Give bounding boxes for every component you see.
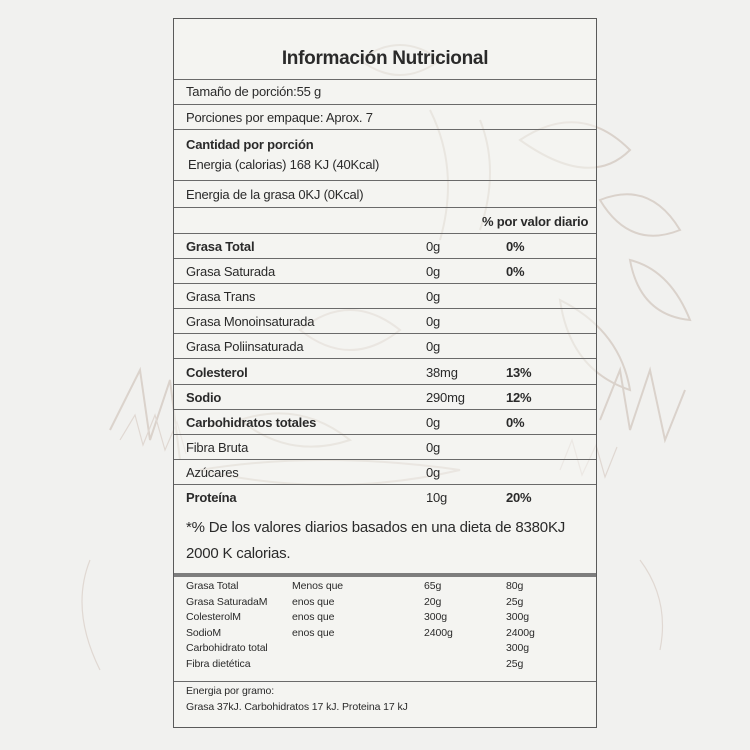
footnote	[174, 509, 596, 573]
reference-qualifier: Menos que	[292, 580, 344, 592]
nutrient-name: Grasa Poliinsaturada	[186, 339, 304, 355]
nutrient-row	[174, 485, 596, 510]
amount-per-serving: Cantidad por porción	[186, 137, 314, 152]
nutrient-amount: 0g	[426, 314, 441, 330]
reference-2500-value: 2400g	[506, 626, 535, 639]
reference-row	[174, 579, 596, 595]
nutrient-row	[174, 435, 596, 460]
nutrient-daily-value: 0%	[506, 239, 525, 254]
nutrient-daily-value: 13%	[506, 364, 532, 380]
nutrient-row	[174, 259, 596, 284]
dv-header-row	[174, 208, 596, 234]
nutrient-amount: 0g	[426, 289, 441, 305]
nutrient-row	[174, 234, 596, 259]
reference-row	[174, 595, 596, 611]
reference-2000-value: 20g	[424, 595, 442, 608]
nutrient-amount: 0g	[426, 339, 441, 355]
section-divider	[174, 573, 596, 577]
label-title: Información Nutricional	[174, 19, 596, 80]
nutrient-name: Grasa Trans	[186, 289, 256, 305]
serving-size: Tamaño de porción:55 g	[186, 84, 322, 99]
nutrient-name: Azúcares	[186, 464, 239, 480]
nutrient-name: Fibra Bruta	[186, 439, 249, 455]
nutrient-row	[174, 360, 596, 385]
reference-2500-value: 80g	[506, 580, 524, 592]
nutrient-amount: 0g	[426, 239, 441, 254]
nutrient-name: Grasa Monoinsaturada	[186, 314, 315, 330]
serving-size-row	[174, 80, 596, 105]
nutrient-row	[174, 334, 596, 359]
nutrient-name: Carbohidratos totales	[186, 414, 317, 430]
servings-per-package: Porciones por empaque: Aprox. 7	[186, 110, 373, 125]
reference-2500-value: 25g	[506, 595, 524, 608]
energy-value: Energia (calorias) 168 KJ (40Kcal)	[188, 157, 380, 172]
nutrient-row	[174, 460, 596, 485]
servings-per-package-row	[174, 105, 596, 130]
amount-per-serving-row	[174, 130, 596, 181]
nutrient-name: Sodio	[186, 389, 222, 405]
nutrient-name: Colesterol	[186, 364, 248, 380]
reference-row	[174, 610, 596, 626]
reference-qualifier: enos que	[292, 595, 335, 608]
reference-2000-value: 300g	[424, 611, 447, 623]
nutrient-amount: 0g	[426, 439, 441, 455]
nutrient-amount: 0g	[426, 264, 441, 280]
reference-qualifier: enos que	[292, 626, 335, 639]
nutrient-daily-value: 0%	[506, 264, 525, 280]
energy-per-gram-values: Grasa 37kJ. Carbohidratos 17 kJ. Proteina 17 kJ	[186, 701, 408, 713]
nutrition-facts-label	[173, 18, 597, 728]
reference-row	[174, 657, 596, 673]
nutrient-amount: 0g	[426, 464, 441, 480]
nutrient-name: Proteína	[186, 490, 237, 505]
nutrient-daily-value: 0%	[506, 414, 525, 430]
nutrient-row	[174, 309, 596, 334]
daily-value-header: % por valor diario	[482, 214, 589, 229]
reference-2500-value: 25g	[506, 657, 524, 670]
reference-row	[174, 626, 596, 642]
reference-nutrient: ColesterolM	[186, 611, 241, 623]
nutrient-amount: 38mg	[426, 364, 458, 380]
nutrient-row	[174, 385, 596, 410]
nutrient-daily-value: 20%	[506, 490, 532, 505]
footnote-line-1: *% De los valores diarios basados en una dieta de 8380KJ	[186, 519, 566, 536]
reference-2000-value: 2400g	[424, 626, 453, 639]
reference-nutrient: Carbohidrato total	[186, 642, 268, 654]
nutrient-amount: 0g	[426, 414, 441, 430]
reference-2000-value: 65g	[424, 580, 442, 592]
nutrient-name: Grasa Saturada	[186, 264, 275, 280]
reference-2500-value: 300g	[506, 611, 529, 623]
reference-nutrient: Grasa Total	[186, 580, 239, 592]
energy-from-fat: Energia de la grasa 0KJ (0Kcal)	[186, 187, 364, 202]
nutrient-amount: 290mg	[426, 389, 465, 405]
nutrient-row	[174, 284, 596, 309]
reference-qualifier: enos que	[292, 611, 335, 623]
nutrient-daily-value: 12%	[506, 389, 532, 405]
nutrient-amount: 10g	[426, 490, 448, 505]
reference-nutrient: Fibra dietética	[186, 657, 251, 670]
nutrient-row	[174, 410, 596, 435]
reference-row	[174, 641, 596, 657]
reference-nutrient: Grasa SaturadaM	[186, 595, 268, 608]
reference-2500-value: 300g	[506, 642, 529, 654]
energy-per-gram-label: Energia por gramo:	[186, 685, 275, 697]
nutrient-name: Grasa Total	[186, 239, 255, 254]
energy-divider	[174, 681, 596, 682]
footnote-line-2: 2000 K calorias.	[186, 545, 291, 562]
reference-nutrient: SodioM	[186, 626, 222, 639]
energy-fat-row	[174, 181, 596, 208]
